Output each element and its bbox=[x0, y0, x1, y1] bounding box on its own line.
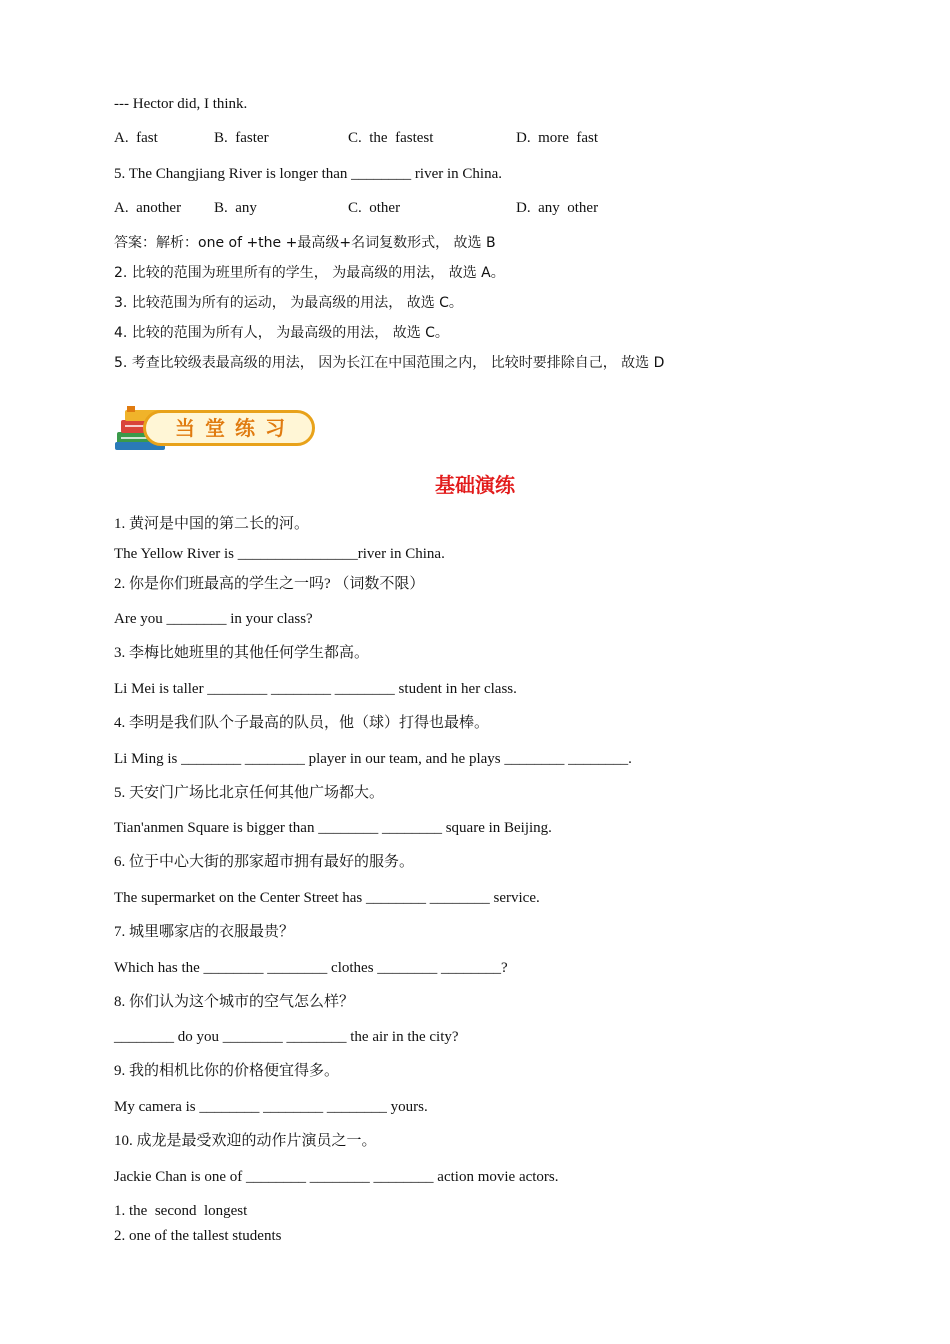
answer-line-2: 2. 比较的范围为班里所有的学生， 为最高级的用法， 故选 A。 bbox=[114, 265, 505, 281]
banner-label: 当堂练习 bbox=[175, 416, 295, 440]
exercise-5-en: Tian'anmen Square is bigger than ________ ________ square in Beijing. bbox=[114, 820, 552, 836]
q4-option-a: A. fast bbox=[114, 130, 158, 146]
q5-option-d: D. any other bbox=[516, 200, 599, 216]
exercise-7-en: Which has the ________ ________ clothes ________ ________? bbox=[114, 960, 508, 976]
exercise-1-en: The Yellow River is ________________river in China. bbox=[114, 546, 445, 562]
exercise-8-cn: 8. 你们认为这个城市的空气怎么样？ bbox=[114, 994, 355, 1010]
practice-banner bbox=[113, 402, 313, 454]
exercise-9-en: My camera is ________ ________ ________ yours. bbox=[114, 1099, 428, 1115]
exercise-5-cn: 5. 天安门广场比北京任何其他广场都大。 bbox=[114, 785, 385, 801]
exercise-10-en: Jackie Chan is one of ________ ________ ________ action movie actors. bbox=[114, 1169, 559, 1185]
exercise-1-cn: 1. 黄河是中国的第二长的河。 bbox=[114, 516, 310, 532]
exercise-2-cn: 2. 你是你们班最高的学生之一吗? （词数不限） bbox=[114, 576, 425, 592]
q4-option-c: C. the fastest bbox=[348, 130, 434, 146]
section-title: 基础演练 bbox=[435, 473, 515, 497]
exercise-6-en: The supermarket on the Center Street has ________ ________ service. bbox=[114, 890, 540, 906]
answer-line-5: 5. 考查比较级表最高级的用法， 因为长江在中国范围之内， 比较时要排除自己， 故选 D bbox=[114, 355, 665, 371]
answer-line-3: 3. 比较范围为所有的运动， 为最高级的用法， 故选 C。 bbox=[114, 295, 463, 311]
exercise-3-cn: 3. 李梅比她班里的其他任何学生都高。 bbox=[114, 645, 370, 661]
q5-option-b: B. any bbox=[214, 200, 257, 216]
exercise-3-en: Li Mei is taller ________ ________ ________ student in her class. bbox=[114, 681, 517, 697]
key-line-2: 2. one of the tallest students bbox=[114, 1228, 282, 1244]
exercise-6-cn: 6. 位于中心大街的那家超市拥有最好的服务。 bbox=[114, 854, 415, 870]
exercise-7-cn: 7. 城里哪家店的衣服最贵？ bbox=[114, 924, 295, 940]
q5-question: 5. The Changjiang River is longer than ________ river in China. bbox=[114, 166, 502, 182]
key-line-1: 1. the second longest bbox=[114, 1203, 248, 1219]
exercise-4-cn: 4. 李明是我们队个子最高的队员，他（球）打得也最棒。 bbox=[114, 715, 490, 731]
answer-line-4: 4. 比较的范围为所有人， 为最高级的用法， 故选 C。 bbox=[114, 325, 449, 341]
answer-line-1: 答案：解析：one of +the +最高级+名词复数形式， 故选 B bbox=[114, 235, 496, 251]
exercise-4-en: Li Ming is ________ ________ player in our team, and he plays ________ ________. bbox=[114, 751, 632, 767]
q5-option-a: A. another bbox=[114, 200, 182, 216]
dialog-line: --- Hector did, I think. bbox=[114, 96, 248, 112]
q4-option-d: D. more fast bbox=[516, 130, 599, 146]
exercise-10-cn: 10. 成龙是最受欢迎的动作片演员之一。 bbox=[114, 1133, 377, 1149]
exercise-8-en: ________ do you ________ ________ the air in the city? bbox=[114, 1029, 459, 1045]
exercise-9-cn: 9. 我的相机比你的价格便宜得多。 bbox=[114, 1063, 340, 1079]
q5-option-c: C. other bbox=[348, 200, 401, 216]
exercise-2-en: Are you ________ in your class? bbox=[114, 611, 313, 627]
q4-option-b: B. faster bbox=[214, 130, 269, 146]
